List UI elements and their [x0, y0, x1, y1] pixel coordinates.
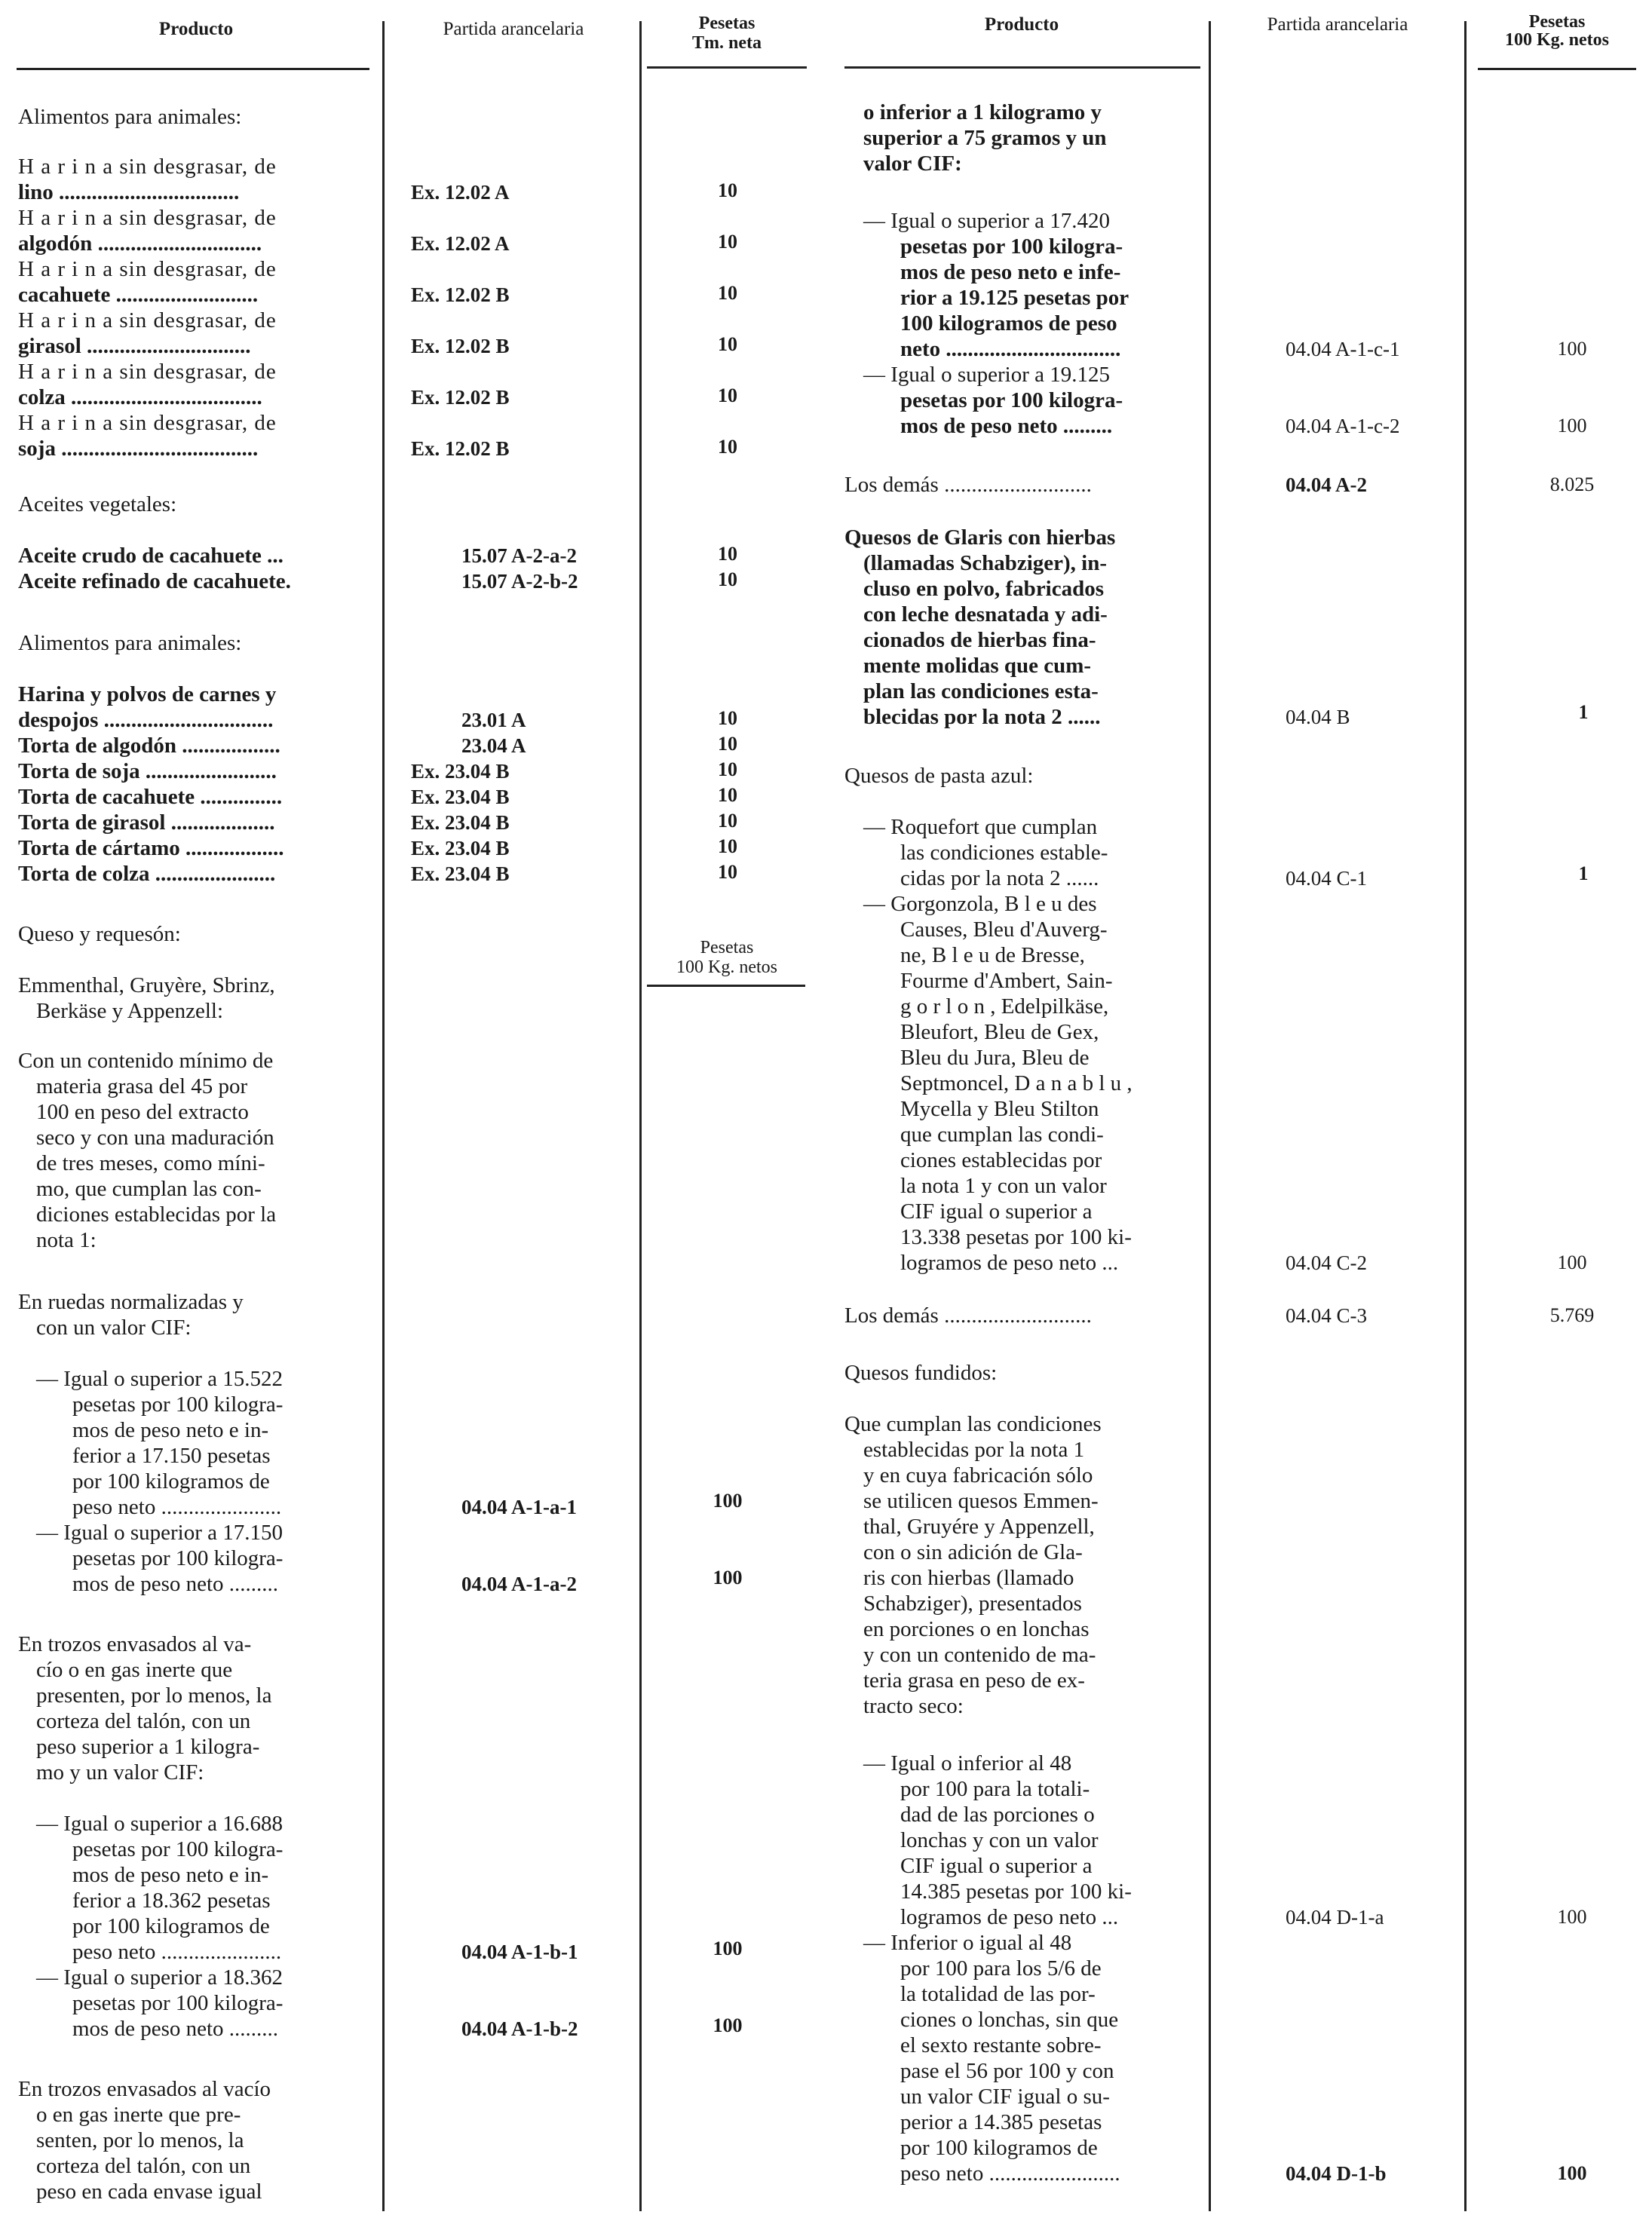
paragraph-line: En trozos envasados al vacío: [18, 2077, 271, 2101]
product-line: Harina y polvos de carnes y: [18, 682, 277, 706]
paragraph-line: Que cumplan las condiciones: [844, 1412, 1102, 1436]
paragraph-line: Causes, Bleu d'Auverg-: [900, 918, 1108, 942]
paragraph-line: mo y un valor CIF:: [36, 1760, 204, 1785]
value: 10: [718, 810, 737, 832]
paragraph-line: tracto seco:: [863, 1694, 964, 1718]
paragraph-line: y con un contenido de ma-: [863, 1643, 1096, 1667]
tariff-code: Ex. 23.04 B: [411, 786, 510, 808]
tariff-code: 04.04 A-1-a-1: [461, 1496, 577, 1518]
tariff-code: Ex. 12.02 B: [411, 335, 510, 357]
paragraph-line: cío o en gas inerte que: [36, 1658, 233, 1682]
paragraph-line: lonchas y con un valor: [900, 1828, 1099, 1852]
tariff-code: 04.04 A-1-a-2: [461, 1573, 577, 1595]
paragraph-line: peso superior a 1 kilogra-: [36, 1735, 260, 1759]
paragraph-line: ne, B l e u de Bresse,: [900, 943, 1085, 967]
paragraph-line: la nota 1 y con un valor: [900, 1174, 1107, 1198]
section-title: Berkäse y Appenzell:: [36, 999, 224, 1023]
header-rule-right-product: [844, 66, 1200, 69]
product-line: Torta de soja ........................: [18, 759, 277, 783]
paragraph-line: corteza del talón, con un: [36, 1709, 251, 1733]
paragraph-line: plan las condiciones esta-: [863, 679, 1099, 703]
tariff-code: 04.04 A-2: [1286, 473, 1367, 496]
paragraph-line: corteza del talón, con un: [36, 2154, 251, 2178]
paragraph-line: logramos de peso neto ...: [900, 1905, 1119, 1929]
value: 100: [713, 2014, 743, 2036]
paragraph-line: 100 en peso del extracto: [36, 1100, 249, 1124]
product-line: algodón ..............................: [18, 231, 262, 256]
paragraph-line: — Roquefort que cumplan: [863, 815, 1098, 839]
paragraph-line: pesetas por 100 kilogra-: [72, 1546, 284, 1570]
paragraph-line: diciones establecidas por la: [36, 1202, 277, 1227]
paragraph-line: cionados de hierbas fina-: [863, 628, 1096, 652]
product-line: Aceite refinado de cacahuete.: [18, 569, 291, 593]
product-line: Torta de cártamo ..................: [18, 836, 284, 860]
value: 100: [713, 1938, 743, 1959]
paragraph-line: y en cuya fabricación sólo: [863, 1463, 1093, 1487]
product-line: Torta de cacahuete ...............: [18, 785, 283, 809]
paragraph-line: Con un contenido mínimo de: [18, 1049, 274, 1073]
paragraph-line: pase el 56 por 100 y con: [900, 2059, 1114, 2083]
paragraph-line: — Inferior o igual al 48: [863, 1931, 1072, 1955]
product-line: Torta de colza ......................: [18, 862, 276, 886]
product-line: girasol ..............................: [18, 334, 251, 358]
value: 10: [718, 282, 737, 304]
tariff-code: 04.04 D-1-a: [1286, 1906, 1384, 1928]
paragraph-line: mente molidas que cum-: [863, 654, 1092, 678]
paragraph-line: peso en cada envase igual: [36, 2180, 262, 2204]
value: 10: [718, 861, 737, 883]
paragraph-line: pesetas por 100 kilogra-: [72, 1991, 284, 2015]
paragraph-line: Mycella y Bleu Stilton: [900, 1097, 1099, 1121]
section-title: Quesos de pasta azul:: [844, 764, 1034, 788]
product-line: despojos ...............................: [18, 708, 274, 732]
tariff-code: 23.04 A: [461, 734, 526, 757]
paragraph-line: mos de peso neto e infe-: [900, 260, 1121, 284]
section-title: Alimentos para animales:: [18, 105, 242, 129]
paragraph-line: blecidas por la nota 2 ......: [863, 705, 1101, 729]
tariff-code: 04.04 C-2: [1286, 1251, 1367, 1274]
paragraph-line: que cumplan las condi-: [900, 1123, 1104, 1147]
product-line: colza ...................................: [18, 385, 262, 409]
value: 8.025: [1549, 473, 1595, 495]
paragraph-line: por 100 kilogramos de: [72, 1469, 270, 1493]
paragraph-line: por 100 para los 5/6 de: [900, 1956, 1102, 1981]
paragraph-line: (llamadas Schabziger), in-: [863, 551, 1108, 575]
paragraph-line: En ruedas normalizadas y: [18, 1290, 244, 1314]
paragraph-line: CIF igual o superior a: [900, 1854, 1093, 1878]
paragraph-line: Septmoncel, D a n a b l u ,: [900, 1071, 1132, 1095]
column-divider-2: [639, 21, 642, 2211]
header-left-producto: Producto: [158, 19, 234, 39]
section-title: Quesos fundidos:: [844, 1361, 998, 1385]
product-line: Los demás ...........................: [844, 1304, 1092, 1328]
paragraph-line: — Igual o superior a 15.522: [36, 1367, 283, 1391]
section-title: Emmenthal, Gruyère, Sbrinz,: [18, 973, 275, 997]
paragraph-line: Fourme d'Ambert, Sain-: [900, 969, 1113, 993]
header-rule-right-pesetas: [1478, 68, 1636, 70]
tariff-code: Ex. 23.04 B: [411, 837, 510, 859]
paragraph-line: establecidas por la nota 1: [863, 1438, 1085, 1462]
paragraph-line: g o r l o n , Edelpilkäse,: [900, 994, 1109, 1019]
value: 100: [1557, 1906, 1587, 1928]
paragraph-line: Schabziger), presentados: [863, 1592, 1082, 1616]
tariff-code: 15.07 A-2-a-2: [461, 544, 577, 567]
value: 10: [718, 436, 737, 458]
product-line: Aceite crudo de cacahuete ...: [18, 544, 284, 568]
value: 10: [718, 758, 737, 780]
paragraph-line: — Igual o superior a 18.362: [36, 1965, 283, 1990]
paragraph-line: se utilicen quesos Emmen-: [863, 1489, 1099, 1513]
tariff-code: 04.04 A-1-b-1: [461, 1941, 578, 1963]
value: 10: [718, 568, 737, 590]
tariff-code: 15.07 A-2-b-2: [461, 570, 578, 593]
value: 10: [718, 707, 737, 729]
column-divider-1: [382, 21, 385, 2211]
paragraph-line: mos de peso neto e in-: [72, 1418, 269, 1442]
paragraph-line: peso neto ......................: [72, 1940, 282, 1964]
paragraph-line: por 100 para la totali-: [900, 1777, 1090, 1801]
paragraph-line: materia grasa del 45 por: [36, 1074, 248, 1098]
tariff-code: 04.04 D-1-b: [1286, 2162, 1387, 2185]
tariff-code: Ex. 12.02 A: [411, 181, 510, 204]
tariff-code: 04.04 A-1-c-2: [1286, 415, 1400, 437]
paragraph-line: dad de las porciones o: [900, 1803, 1095, 1827]
value: 10: [718, 384, 737, 406]
value: 1: [1578, 701, 1589, 723]
paragraph-line: Bleufort, Bleu de Gex,: [900, 1020, 1099, 1044]
paragraph-line: o inferior a 1 kilogramo y: [863, 100, 1102, 124]
tariff-code: 04.04 C-3: [1286, 1304, 1367, 1327]
paragraph-line: un valor CIF igual o su-: [900, 2085, 1110, 2109]
paragraph-line: 14.385 pesetas por 100 ki-: [900, 1879, 1132, 1904]
paragraph-line: — Igual o inferior al 48: [863, 1751, 1072, 1775]
tariff-code: Ex. 12.02 B: [411, 386, 510, 409]
tariff-code: Ex. 23.04 B: [411, 811, 510, 834]
mid-header-pesetas-2: 100 Kg. netos: [676, 957, 777, 977]
product-line: Torta de algodón ..................: [18, 734, 280, 758]
paragraph-line: ciones establecidas por: [900, 1148, 1102, 1172]
paragraph-line: peso neto ......................: [72, 1495, 282, 1519]
tariff-code: Ex. 12.02 A: [411, 232, 510, 255]
header-right-pesetas-1: Pesetas: [1528, 12, 1586, 32]
tariff-code: Ex. 23.04 B: [411, 760, 510, 783]
paragraph-line: mos de peso neto e in-: [72, 1863, 269, 1887]
paragraph-line: Quesos de Glaris con hierbas: [844, 525, 1116, 550]
tariff-code: Ex. 12.02 B: [411, 437, 510, 460]
paragraph-line: ferior a 18.362 pesetas: [72, 1889, 271, 1913]
product-line: lino .................................: [18, 180, 240, 204]
product-line: H a r i n a sin desgrasar, de: [18, 308, 277, 332]
value: 5.769: [1549, 1304, 1595, 1326]
paragraph-line: el sexto restante sobre-: [900, 2033, 1102, 2057]
tariff-code: 04.04 C-1: [1286, 867, 1367, 890]
product-line: Los demás ...........................: [844, 473, 1092, 497]
value: 100: [1557, 1251, 1587, 1273]
product-line: H a r i n a sin desgrasar, de: [18, 411, 277, 435]
column-divider-3: [1209, 21, 1211, 2211]
section-title: Alimentos para animales:: [18, 631, 242, 655]
paragraph-line: — Igual o superior a 19.125: [863, 363, 1110, 387]
value: 100: [713, 1567, 743, 1588]
paragraph-line: mos de peso neto .........: [72, 2017, 279, 2041]
paragraph-line: cluso en polvo, fabricados: [863, 577, 1105, 601]
paragraph-line: thal, Gruyére y Appenzell,: [863, 1515, 1095, 1539]
product-line: cacahuete ..........................: [18, 283, 259, 307]
product-line: soja ....................................: [18, 437, 259, 461]
paragraph-line: ris con hierbas (llamado: [863, 1566, 1074, 1590]
value: 100: [1557, 2162, 1587, 2184]
header-right-pesetas-2: 100 Kg. netos: [1505, 30, 1609, 50]
paragraph-line: pesetas por 100 kilogra-: [900, 234, 1123, 259]
paragraph-line: mos de peso neto .........: [900, 414, 1113, 438]
tariff-code: 04.04 B: [1286, 706, 1350, 728]
paragraph-line: de tres meses, como míni-: [36, 1151, 265, 1175]
paragraph-line: mos de peso neto .........: [72, 1572, 279, 1596]
header-left-pesetas-2: Tm. neta: [692, 33, 762, 53]
paragraph-line: por 100 kilogramos de: [900, 2136, 1098, 2160]
value: 10: [718, 733, 737, 755]
paragraph-line: con leche desnatada y adi-: [863, 602, 1108, 626]
value: 10: [718, 784, 737, 806]
paragraph-line: o en gas inerte que pre-: [36, 2103, 241, 2127]
value: 10: [718, 231, 737, 253]
mid-header-rule: [647, 985, 805, 987]
mid-header-pesetas-1: Pesetas: [700, 938, 754, 957]
paragraph-line: cidas por la nota 2 ......: [900, 866, 1099, 890]
header-rule-left-pesetas: [647, 66, 807, 69]
paragraph-line: — Igual o superior a 17.420: [863, 209, 1110, 233]
section-title: Aceites vegetales:: [18, 492, 177, 516]
header-left-partida: Partida arancelaria: [443, 19, 584, 39]
paragraph-line: peso neto ........................: [900, 2161, 1120, 2186]
paragraph-line: En trozos envasados al va-: [18, 1632, 252, 1656]
value: 100: [1557, 338, 1587, 360]
header-right-partida: Partida arancelaria: [1267, 14, 1408, 35]
tariff-code: Ex. 12.02 B: [411, 283, 510, 306]
tariff-code: 23.01 A: [461, 709, 526, 731]
paragraph-line: rior a 19.125 pesetas por: [900, 286, 1129, 310]
paragraph-line: pesetas por 100 kilogra-: [72, 1837, 284, 1861]
tariff-code: 04.04 A-1-b-2: [461, 2017, 578, 2040]
value: 10: [718, 179, 737, 201]
paragraph-line: en porciones o en lonchas: [863, 1617, 1090, 1641]
paragraph-line: la totalidad de las por-: [900, 1982, 1096, 2006]
paragraph-line: Bleu du Jura, Bleu de: [900, 1046, 1090, 1070]
paragraph-line: senten, por lo menos, la: [36, 2128, 244, 2152]
value: 100: [713, 1490, 743, 1512]
product-line: H a r i n a sin desgrasar, de: [18, 360, 277, 384]
paragraph-line: — Igual o superior a 16.688: [36, 1812, 283, 1836]
tariff-code: 04.04 A-1-c-1: [1286, 338, 1400, 360]
paragraph-line: CIF igual o superior a: [900, 1199, 1093, 1224]
paragraph-line: pesetas por 100 kilogra-: [72, 1392, 284, 1417]
paragraph-line: mo, que cumplan las con-: [36, 1177, 262, 1201]
column-divider-4: [1464, 21, 1467, 2211]
header-right-producto: Producto: [984, 14, 1059, 35]
product-line: H a r i n a sin desgrasar, de: [18, 155, 277, 179]
paragraph-line: ciones o lonchas, sin que: [900, 2008, 1119, 2032]
paragraph-line: perior a 14.385 pesetas: [900, 2110, 1102, 2134]
paragraph-line: por 100 kilogramos de: [72, 1914, 270, 1938]
paragraph-line: pesetas por 100 kilogra-: [900, 388, 1123, 412]
value: 10: [718, 333, 737, 355]
paragraph-line: — Igual o superior a 17.150: [36, 1521, 283, 1545]
paragraph-line: con o sin adición de Gla-: [863, 1540, 1083, 1564]
section-title: Queso y requesón:: [18, 922, 181, 946]
paragraph-line: las condiciones estable-: [900, 841, 1108, 865]
value: 1: [1578, 862, 1589, 884]
tariff-code: Ex. 23.04 B: [411, 862, 510, 885]
header-left-pesetas-1: Pesetas: [698, 14, 756, 33]
product-line: Torta de girasol ...................: [18, 810, 275, 835]
paragraph-line: teria grasa en peso de ex-: [863, 1668, 1085, 1693]
value: 100: [1557, 415, 1587, 437]
product-line: H a r i n a sin desgrasar, de: [18, 257, 277, 281]
paragraph-line: con un valor CIF:: [36, 1316, 192, 1340]
value: 10: [718, 543, 737, 565]
paragraph-line: superior a 75 gramos y un: [863, 126, 1107, 150]
paragraph-line: logramos de peso neto ...: [900, 1251, 1119, 1275]
paragraph-line: nota 1:: [36, 1228, 97, 1252]
paragraph-line: valor CIF:: [863, 152, 962, 176]
paragraph-line: presenten, por lo menos, la: [36, 1683, 272, 1708]
paragraph-line: neto ................................: [900, 337, 1121, 361]
paragraph-line: 100 kilogramos de peso: [900, 311, 1117, 335]
paragraph-line: ferior a 17.150 pesetas: [72, 1444, 271, 1468]
paragraph-line: — Gorgonzola, B l e u des: [863, 892, 1097, 916]
paragraph-line: 13.338 pesetas por 100 ki-: [900, 1225, 1132, 1249]
header-rule-left-product: [17, 68, 369, 70]
product-line: H a r i n a sin desgrasar, de: [18, 206, 277, 230]
paragraph-line: seco y con una maduración: [36, 1126, 274, 1150]
value: 10: [718, 835, 737, 857]
